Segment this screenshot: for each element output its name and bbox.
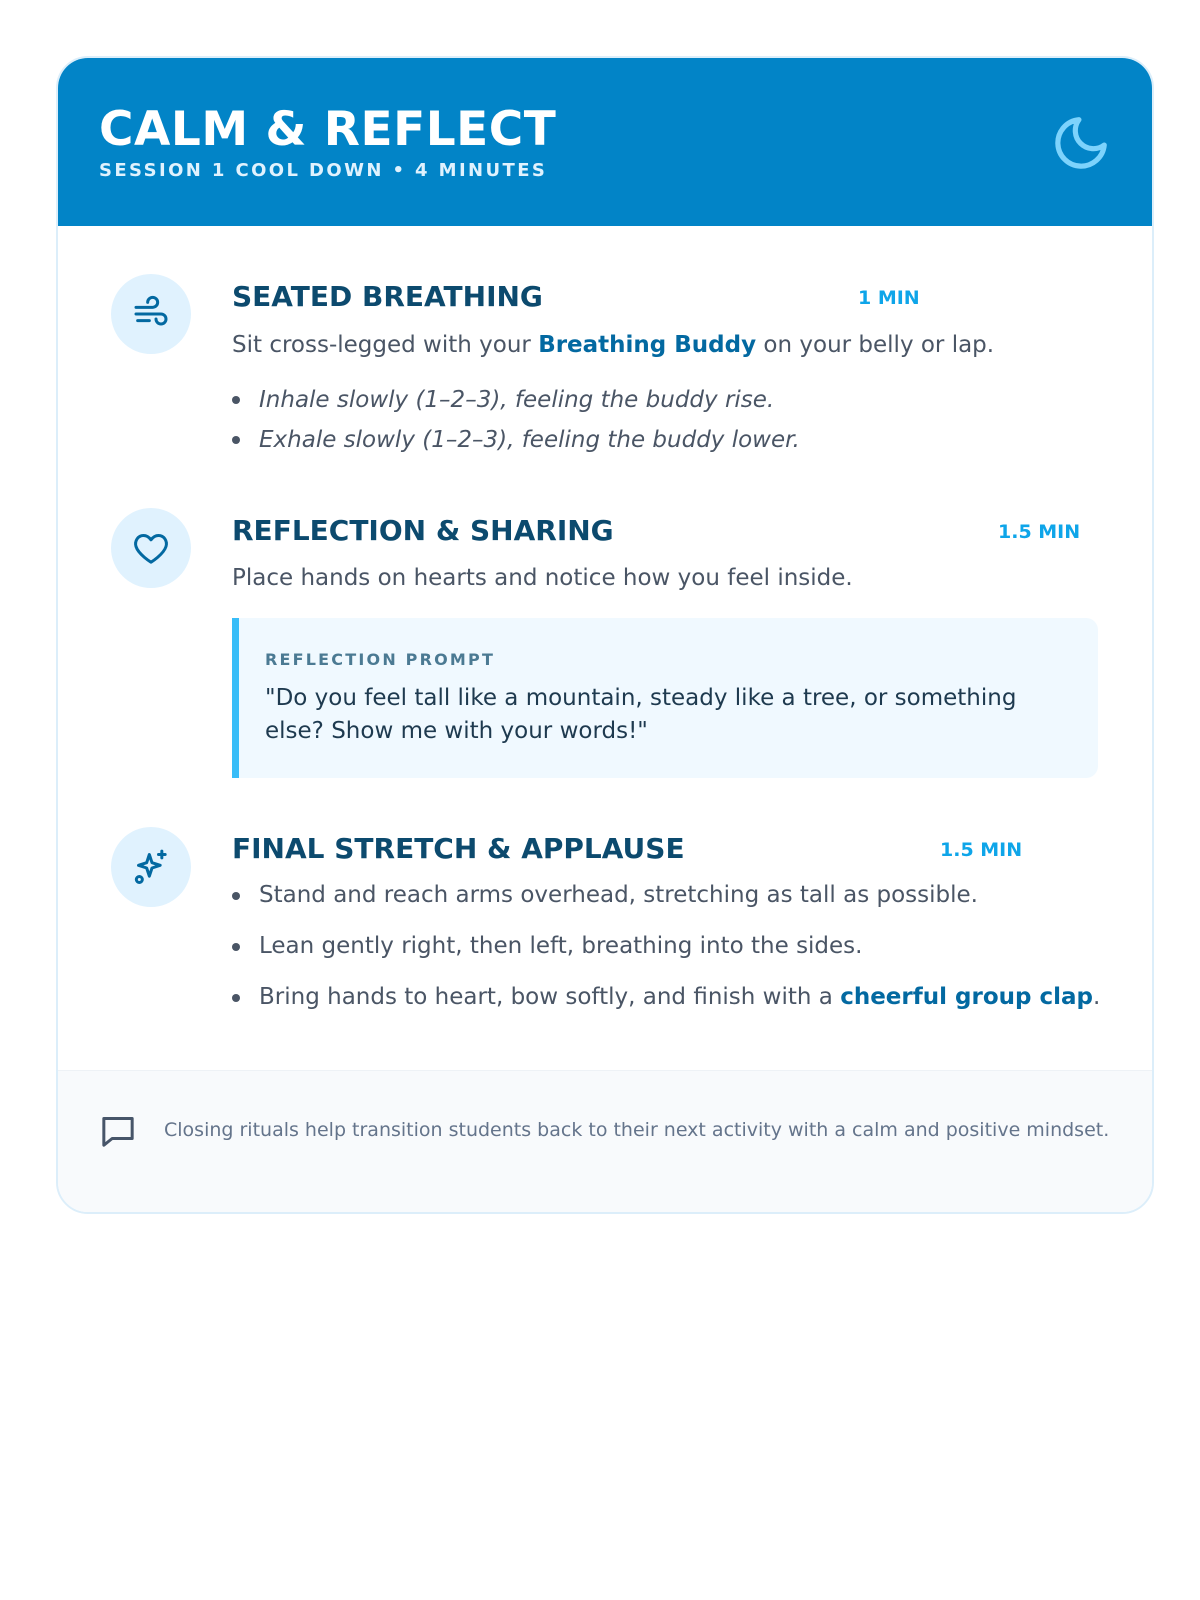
prompt-text: "Do you feel tall like a mountain, steady like a tree, or something else? Show me with your words!"	[265, 685, 1017, 744]
heart-icon	[131, 528, 171, 568]
stretch-icon-badge	[111, 827, 191, 907]
prompt-label: REFLECTION PROMPT	[265, 650, 496, 669]
moon-icon	[1050, 112, 1112, 174]
breathing-buddy-highlight: Breathing Buddy	[538, 332, 757, 358]
page-title: CALM & REFLECT	[99, 102, 557, 157]
card-header	[58, 58, 1152, 226]
list-item-text: .	[1092, 984, 1101, 1010]
cool-down-card	[56, 56, 1154, 1214]
breathing-steps-list	[232, 380, 800, 460]
reflection-icon-badge	[111, 508, 191, 588]
description-text: Sit cross-legged with your	[232, 332, 539, 358]
duration-badge-breathing: 1 MIN	[858, 287, 920, 309]
card-footer	[58, 1070, 1152, 1214]
list-item: Stand and reach arms overhead, stretching as tall as possible.	[232, 870, 1100, 921]
duration-badge-stretch: 1.5 MIN	[940, 839, 1023, 861]
breathing-icon-badge	[111, 274, 191, 354]
list-item: Exhale slowly (1–2–3), feeling the buddy lower.	[232, 420, 800, 460]
footer-note: Closing rituals help transition students back to their next activity with a calm and positive mindset.	[164, 1119, 1110, 1141]
section-title-breathing: SEATED BREATHING	[232, 280, 543, 313]
list-item: Lean gently right, then left, breathing into the sides.	[232, 921, 1100, 972]
section-description-reflection: Place hands on hearts and notice how you feel inside.	[232, 565, 853, 591]
list-item: Inhale slowly (1–2–3), feeling the buddy rise.	[232, 380, 800, 420]
stretch-steps-list	[232, 870, 1100, 1023]
sparkles-icon	[131, 847, 171, 887]
section-title-reflection: REFLECTION & SHARING	[232, 514, 614, 547]
session-subtitle: SESSION 1 COOL DOWN • 4 MINUTES	[99, 160, 548, 181]
group-clap-highlight: cheerful group clap	[840, 984, 1093, 1010]
duration-badge-reflection: 1.5 MIN	[998, 521, 1081, 543]
section-title-stretch: FINAL STRETCH & APPLAUSE	[232, 832, 685, 865]
section-description-breathing	[232, 330, 994, 360]
chat-bubble-icon	[98, 1111, 138, 1151]
reflection-prompt-box	[232, 618, 1098, 778]
description-text: on your belly or lap.	[756, 332, 995, 358]
wind-icon	[131, 294, 171, 334]
list-item	[232, 972, 1100, 1023]
list-item-text: Bring hands to heart, bow softly, and finish with a	[259, 984, 841, 1010]
